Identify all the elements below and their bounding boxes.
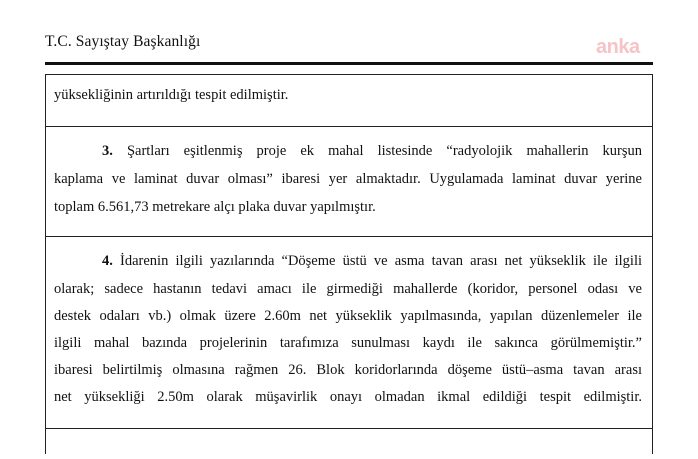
row-text-line (102, 253, 642, 270)
row-text-line (102, 143, 642, 160)
news-agency-watermark: anka (596, 36, 640, 58)
item-number: 3. (102, 143, 113, 159)
header-rule (45, 62, 653, 65)
item-text: İdarenin ilgili yazılarında “Döşeme üstü ve asma tavan arası net yükseklik ile ilgili (120, 253, 643, 269)
row-text-line: destek odaları vb.) olmak üzere 2.60m net yükseklik yapılmasında, yapılan düzenlemeler ile (54, 308, 642, 324)
table-row (46, 74, 652, 127)
row-text-line: ilgili mahal bazında projelerinin tarafımıza sunulması kaydı ile sakınca görülmemiştir.” (54, 335, 642, 351)
item-text: Şartları eşitlenmiş proje ek mahal listesinde “radyolojik mahallerin kurşun (126, 143, 643, 159)
row-text-line: yüksekliğinin artırıldığı tespit edilmiştir. (54, 87, 289, 103)
row-text-line: net yüksekliği 2.50m olarak müşavirlik onayı olmadan ikmal edildiği tespit edilmiştir. (54, 389, 642, 405)
findings-table (45, 74, 653, 454)
table-row (46, 126, 652, 237)
row-text-line: ibaresi belirtilmiş olmasına rağmen 26. Blok koridorlarında döşeme üstü–asma tavan arası (54, 362, 642, 378)
document-header-title: T.C. Sayıştay Başkanlığı (45, 33, 201, 50)
row-text-line: olarak; sadece hastanın tedavi amacı ile girmediği mahallerde (koridor, personel odası ve (54, 281, 642, 297)
item-number: 4. (102, 253, 113, 269)
table-row (46, 236, 652, 429)
row-text-line: toplam 6.561,73 metrekare alçı plaka duvar yapılmıştır. (54, 199, 376, 215)
table-row (46, 428, 652, 459)
row-text-line: kaplama ve laminat duvar olması” ibaresi yer almaktadır. Uygulamada laminat duvar yerine (54, 171, 642, 187)
